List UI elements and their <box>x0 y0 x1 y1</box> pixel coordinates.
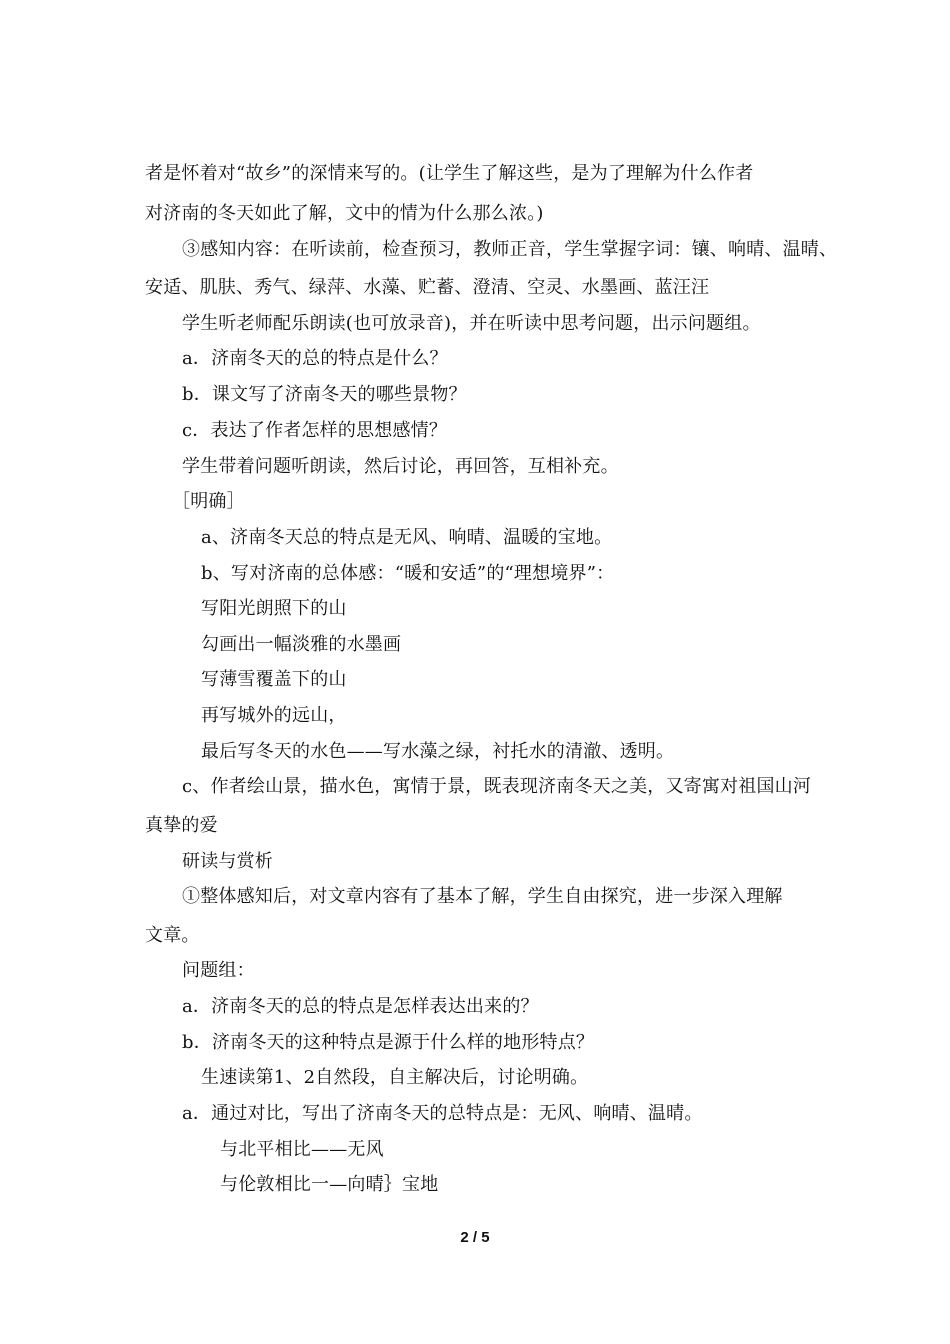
answer-item: b、写对济南的总体感：“暖和安适”的“理想境界”： <box>201 563 615 584</box>
text-line: 文章。 <box>145 925 200 946</box>
answer-item: a．通过对比，写出了济南冬天的总特点是：无风、响晴、温晴。 <box>182 1103 703 1124</box>
text-line: ①整体感知后，对文章内容有了基本了解，学生自由探究，进一步深入理解 <box>182 886 783 907</box>
text-line: 生速读第1、2自然段，自主解决后，讨论明确。 <box>201 1067 589 1088</box>
answer-item: c、作者绘山景，描水色，寓情于景，既表现济南冬天之美，又寄寓对祖国山河 <box>182 776 812 797</box>
question-item: b．济南冬天的这种特点是源于什么样的地形特点？ <box>182 1032 595 1053</box>
text-line: 者是怀着对“故乡”的深情来写的。(让学生了解这些，是为了理解为什么作者 <box>145 163 754 184</box>
text-line: 对济南的冬天如此了解，文中的情为什么那么浓。) <box>145 203 544 224</box>
page-number: 2 / 5 <box>460 1229 490 1246</box>
answer-subitem: 写阳光朗照下的山 <box>201 598 347 619</box>
text-line: ③感知内容：在听读前，检查预习，教师正音，学生掌握字词：镶、响晴、温晴、 <box>182 239 838 260</box>
question-item: c．表达了作者怎样的思想感情？ <box>182 420 448 441</box>
question-item: b．课文写了济南冬天的哪些景物？ <box>182 384 467 405</box>
text-line: 真挚的爱 <box>145 815 218 836</box>
answer-subitem: 勾画出一幅淡雅的水墨画 <box>201 634 402 655</box>
answer-subitem: 写薄雪覆盖下的山 <box>201 669 347 690</box>
comparison-line: 与北平相比——无风 <box>220 1139 384 1160</box>
question-item: a．济南冬天的总的特点是怎样表达出来的？ <box>182 996 539 1017</box>
section-heading: 研读与赏析 <box>182 851 273 872</box>
text-line: 学生带着问题听朗读，然后讨论，再回答，互相补充。 <box>182 456 619 477</box>
question-group-label: 问题组： <box>182 960 255 981</box>
answer-subitem: 再写城外的远山， <box>201 705 347 726</box>
text-line: 安适、肌肤、秀气、绿萍、水藻、贮蓄、澄清、空灵、水墨画、蓝汪汪 <box>145 277 710 298</box>
answer-subitem: 最后写冬天的水色——写水藻之绿，衬托水的清澈、透明。 <box>201 741 675 762</box>
clarify-heading: ［明确］ <box>172 491 245 512</box>
comparison-line: 与伦敦相比一—向晴｝宝地 <box>220 1174 439 1195</box>
text-line: 学生听老师配乐朗读(也可放录音)，并在听读中思考问题，出示问题组。 <box>182 313 761 334</box>
answer-item: a、济南冬天总的特点是无风、响晴、温暖的宝地。 <box>201 527 613 548</box>
question-item: a．济南冬天的总的特点是什么？ <box>182 348 448 369</box>
